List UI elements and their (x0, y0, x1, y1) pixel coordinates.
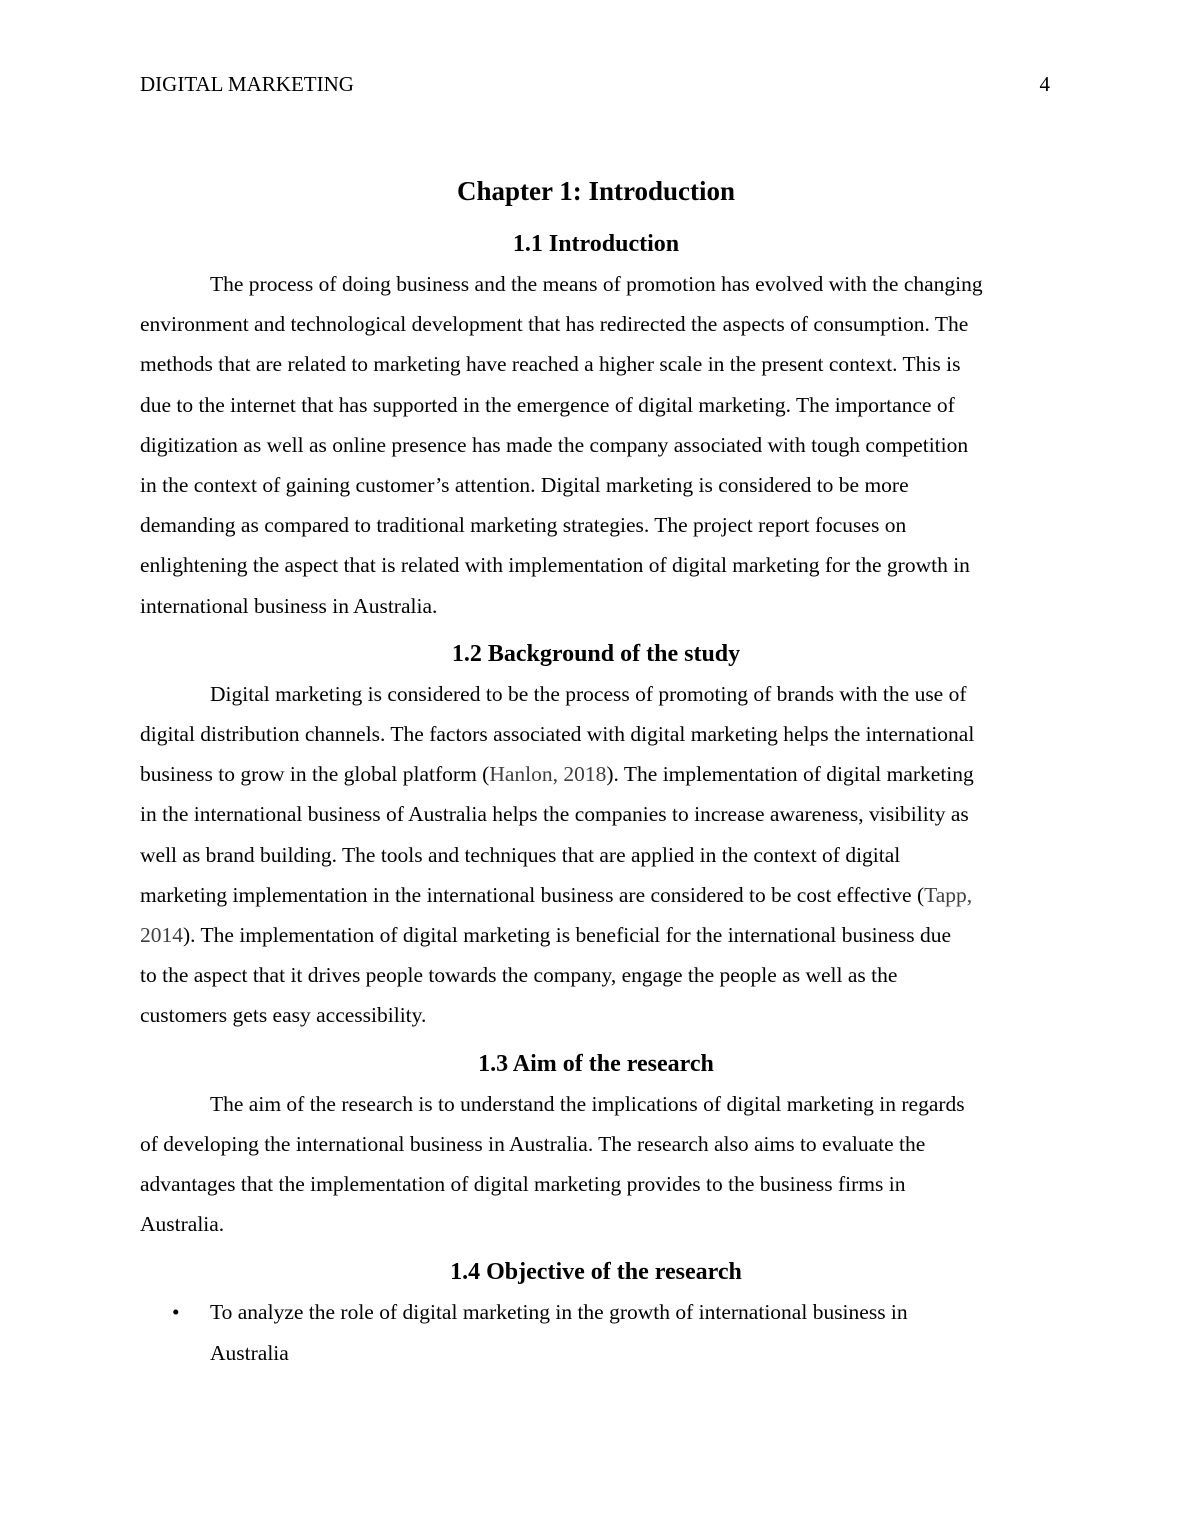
citation-hanlon: Hanlon, 2018 (489, 762, 607, 787)
paragraph-line: customers gets easy accessibility. (140, 1003, 427, 1028)
running-head: DIGITAL MARKETING (140, 72, 354, 96)
paragraph-line: digital distribution channels. The factors associated with digital marketing helps the international (140, 722, 975, 747)
paragraph-line: environment and technological development that has redirected the aspects of consumption. The (140, 312, 969, 337)
objectives-list (140, 1292, 1052, 1372)
background-paragraph (140, 674, 1052, 1036)
paragraph-line: methods that are related to marketing have reached a higher scale in the present context. This is (140, 352, 961, 377)
paragraph-line (140, 915, 1052, 955)
paragraph-line: The process of doing business and the means of promotion has evolved with the changing (210, 272, 983, 296)
aim-paragraph (140, 1084, 1052, 1245)
bullet-icon: • (172, 1300, 180, 1325)
paragraph-line: international business in Australia. (140, 593, 438, 618)
section-heading-introduction: 1.1 Introduction (512, 231, 680, 257)
paragraph-line: due to the internet that has supported in the emergence of digital marketing. The importance of (140, 392, 955, 417)
paragraph-line: Digital marketing is considered to be the process of promoting of brands with the use of (210, 681, 967, 706)
paragraph-line: enlightening the aspect that is related with implementation of digital marketing for the growth in (140, 553, 970, 578)
text-run: business to grow in the global platform ( (140, 762, 490, 787)
section-heading-background: 1.2 Background of the study (451, 640, 741, 667)
page-content (140, 170, 1052, 1373)
text-run: ). The implementation of digital marketing is beneficial for the international business due (183, 923, 952, 948)
chapter-title: Chapter 1: Introduction (456, 176, 736, 206)
paragraph-line: digitization as well as online presence has made the company associated with tough competition (140, 432, 969, 457)
objective-line: Australia (210, 1340, 289, 1365)
paragraph-line: Australia. (140, 1212, 225, 1237)
paragraph-line: well as brand building. The tools and techniques that are applied in the context of digital (140, 842, 901, 867)
paragraph-line: demanding as compared to traditional marketing strategies. The project report focuses on (140, 513, 907, 538)
paragraph-line: to the aspect that it drives people towards the company, engage the people as well as the (140, 963, 898, 988)
text-run: ). The implementation of digital marketing (606, 762, 974, 787)
paragraph-line: advantages that the implementation of digital marketing provides to the business firms in (140, 1172, 906, 1197)
section-heading-aim: 1.3 Aim of the research (478, 1050, 714, 1077)
paragraph-line (140, 875, 1052, 915)
paragraph-line: in the context of gaining customer’s attention. Digital marketing is considered to be more (140, 473, 909, 498)
paragraph-line: The aim of the research is to understand the implications of digital marketing in regards (210, 1091, 965, 1116)
section-heading-objective: 1.4 Objective of the research (450, 1259, 742, 1286)
introduction-paragraph (140, 264, 1052, 626)
citation-tapp-year: 2014 (140, 923, 183, 948)
paragraph-line (140, 754, 1052, 794)
objective-item (140, 1292, 1052, 1372)
paragraph-line: in the international business of Australia helps the companies to increase awareness, visibility as (140, 802, 969, 827)
page-number: 4 (1039, 72, 1050, 96)
text-run: marketing implementation in the international business are considered to be cost effective ( (140, 882, 925, 907)
paragraph-line: of developing the international business in Australia. The research also aims to evaluate the (140, 1131, 926, 1156)
objective-line: To analyze the role of digital marketing in the growth of international business in (210, 1300, 908, 1325)
citation-tapp: Tapp, (924, 882, 973, 907)
